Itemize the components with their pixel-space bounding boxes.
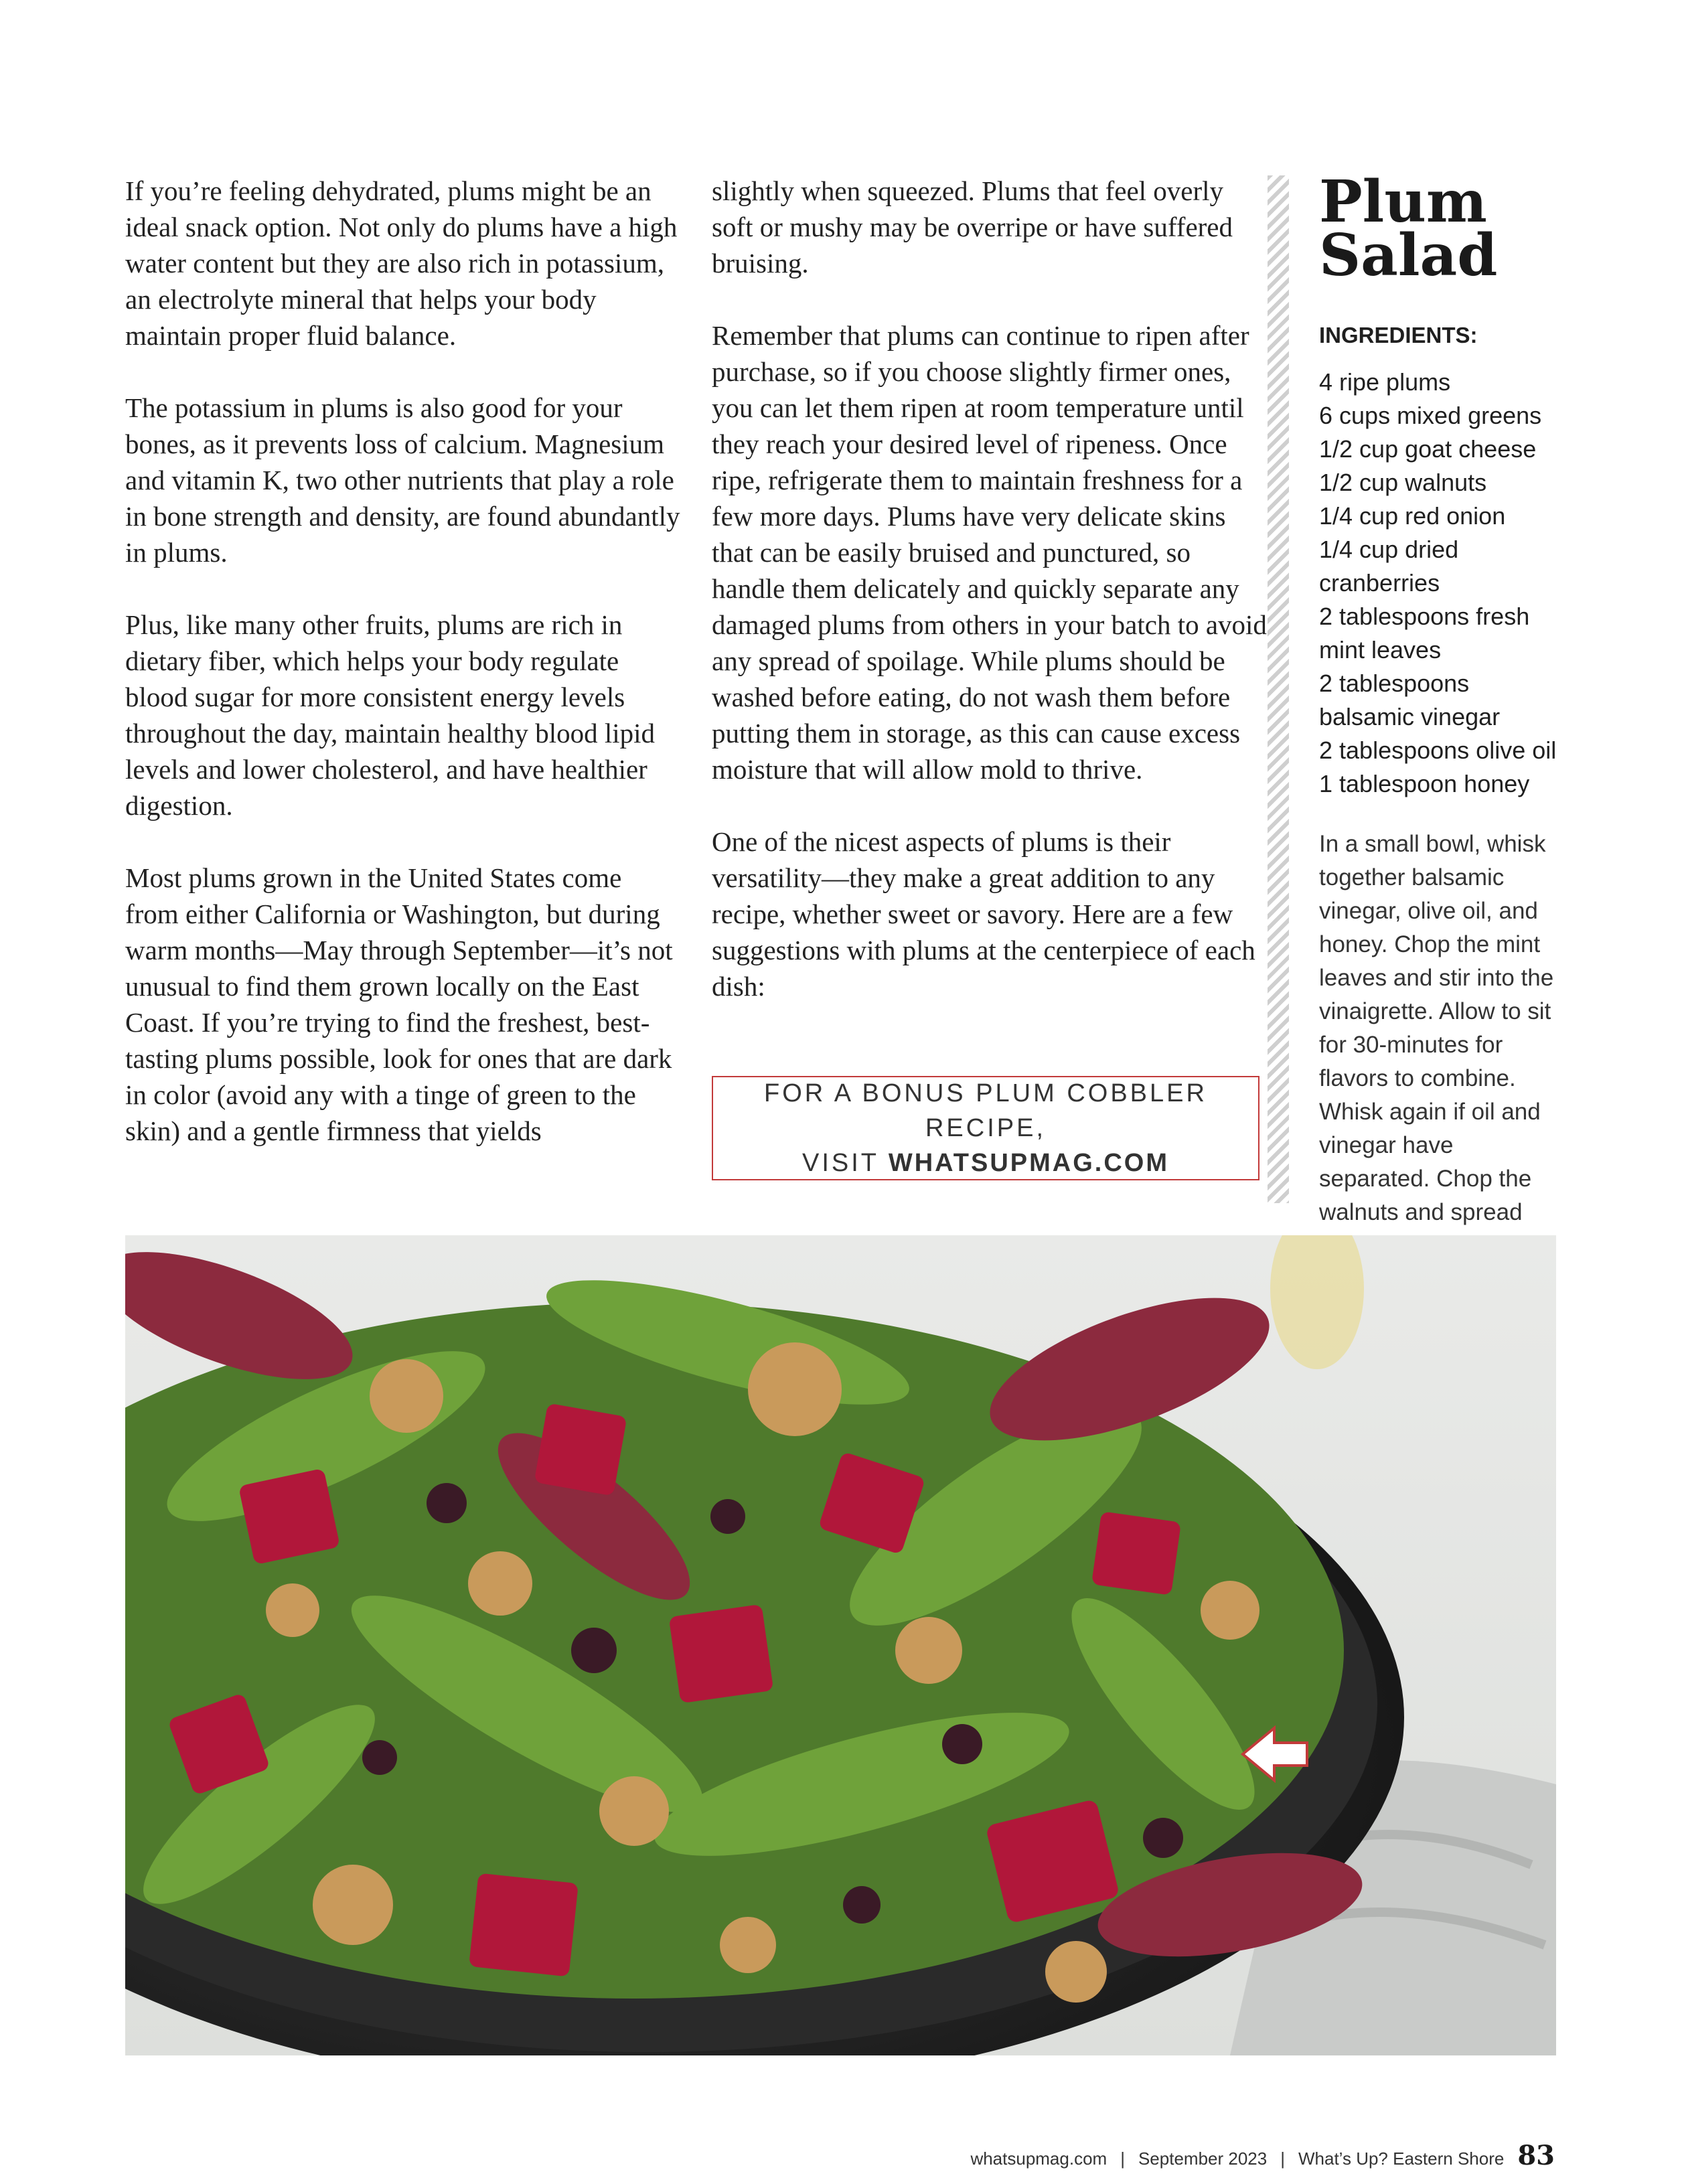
article-column-middle — [712, 173, 1268, 1040]
paragraph: Most plums grown in the United States come from either California or Washington, but during warm months—May through September—it’s not unusual to find them grown locally on the East Coast. If you’re trying to find the freshest, best-tasting plums possible, look for ones that are dark in color (avoid any with a tinge of green to the skin) and a gentle firmness that yields — [125, 862, 673, 1146]
footer-separator: | — [1120, 2149, 1125, 2169]
recipe-title-line: Plum — [1319, 168, 1487, 236]
callout-line — [802, 1146, 1169, 1180]
ingredient-item: 2 tablespoons balsamic vinegar — [1319, 670, 1501, 730]
hatched-divider — [1268, 175, 1289, 1203]
paragraph: Plus, like many other fruits, plums are rich in dietary fiber, which helps your body regulate blood sugar for more consistent energy levels throughout the day, maintain healthy blood lipid levels and lower cholesterol, and have healthier digestion. — [125, 609, 656, 821]
callout-prefix: VISIT — [801, 1149, 889, 1177]
footer-site[interactable]: whatsupmag.com — [970, 2149, 1107, 2169]
recipe-title-line: Salad — [1319, 222, 1498, 289]
ingredient-item: 4 ripe plums — [1319, 368, 1451, 396]
ingredient-item: 1 tablespoon honey — [1319, 770, 1530, 797]
paragraph: One of the nicest aspects of plums is their versatility—they make a great addition to any recipe, whether sweet or savory. Here are a few suggestions with plums at the centerpiece of each dish: — [712, 826, 1255, 1002]
ingredients-list — [1319, 366, 1560, 801]
arrow-icon — [1237, 1724, 1311, 1784]
salad-illustration — [125, 1235, 1556, 2055]
article-column-left — [125, 173, 681, 1185]
paragraph: The potassium in plums is also good for your bones, as it prevents loss of calcium. Magnesium and vitamin K, two other nutrients that play a role in bone strength and density, are found abundantly in plums. — [125, 392, 680, 568]
recipe-instructions: In a small bowl, whisk together balsamic vinegar, olive oil, and honey. Chop the mint leaves and stir into the vinaigrette. Allow to sit for 30-minutes for flavors to combine. Whisk again if oil and vinegar have separated. Chop the walnuts and spread — [1319, 831, 1554, 1225]
ingredient-item: 1/4 cup dried cranberries — [1319, 536, 1459, 597]
ingredient-item: 6 cups mixed greens — [1319, 402, 1542, 429]
ingredient-item: 1/2 cup walnuts — [1319, 469, 1487, 496]
footer-magazine: What’s Up? Eastern Shore — [1298, 2149, 1505, 2169]
page-number: 83 — [1517, 2140, 1555, 2171]
paragraph: Remember that plums can continue to ripen after purchase, so if you choose slightly firmer ones, you can let them ripen at room temperature until they reach your desired level of ripeness. Once ripe, refrigerate them to maintain freshness for a few more days. Plums have very delicate skins that can be easily bruised and punctured, so handle them delicately and quickly separate any damaged plums from others in your batch to avoid any spread of spoilage. While plums should be washed before eating, do not wash them before putting them in storage, as this can cause excess moisture that will allow mold to thrive. — [712, 320, 1267, 785]
bonus-recipe-callout — [712, 1076, 1259, 1180]
paragraph: slightly when squeezed. Plums that feel overly soft or mushy may be overripe or have suffered bruising. — [712, 175, 1233, 279]
website-link[interactable]: WHATSUPMAG.COM — [888, 1149, 1170, 1177]
footer-issue: September 2023 — [1138, 2149, 1268, 2169]
salad-photo — [125, 1235, 1556, 2055]
recipe-title — [1319, 168, 1560, 289]
footer-separator: | — [1280, 2149, 1285, 2169]
ingredient-item: 1/4 cup red onion — [1319, 502, 1506, 530]
paragraph: If you’re feeling dehydrated, plums might be an ideal snack option. Not only do plums have a high water content but they are also rich in potassium, an electrolyte mineral that helps your body maintain proper fluid balance. — [125, 175, 678, 351]
ingredient-item: 2 tablespoons fresh mint leaves — [1319, 603, 1530, 664]
ingredient-item: 2 tablespoons olive oil — [1319, 736, 1557, 764]
ingredients-heading: INGREDIENTS: — [1319, 323, 1478, 347]
callout-line: FOR A BONUS PLUM COBBLER RECIPE, — [764, 1079, 1207, 1142]
ingredient-item: 1/2 cup goat cheese — [1319, 435, 1537, 463]
page-footer — [970, 2140, 1555, 2171]
